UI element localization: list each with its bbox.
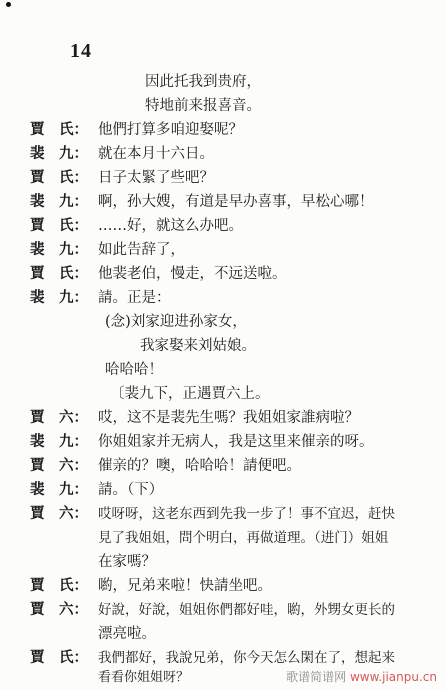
speaker-label: 賈 氏：: [30, 265, 88, 282]
verse-line: (念)刘家迎进孙家女，: [105, 314, 247, 330]
speaker-label: 裴 九：: [30, 241, 88, 258]
dialogue-line: 他裴老伯，慢走，不远送啦。: [98, 266, 287, 282]
speaker-label: 裴 九：: [30, 193, 88, 210]
watermark-text: 歌谱简谱网: [286, 670, 347, 684]
verse-line: 我家娶来刘姑娘。: [140, 338, 256, 354]
speaker-label: 裴 九：: [30, 433, 88, 450]
dialogue-line: 看看你姐姐呀？: [98, 670, 190, 685]
dialogue-line: 哎，这不是裴先生嗎？我姐姐家誰病啦？: [98, 410, 359, 426]
speaker-label: 裴 九：: [30, 289, 88, 306]
verse-line: 因此托我到贵府，: [145, 74, 261, 90]
dialogue-line: 我們都好，我說兄弟，你今天怎么閑在了，想起来: [98, 650, 395, 666]
page-number: 14: [70, 40, 92, 62]
speaker-label: 賈 六：: [30, 505, 88, 522]
dialogue-line: 喲，兄弟来啦！快請坐吧。: [98, 578, 272, 594]
watermark-url: www.jianpu.cn: [349, 670, 437, 684]
dialogue-line: 就在本月十六日。: [98, 146, 214, 162]
dialogue-line: 啊，孙大嫂，有道是早办喜事，早松心哪！: [98, 194, 374, 210]
speaker-label: 賈 六：: [30, 457, 88, 474]
dialogue-line: ……好，就这么办吧。: [98, 218, 243, 234]
watermark: [286, 668, 437, 685]
dialogue-line: 漂亮啦。: [98, 626, 156, 642]
speaker-label: 賈 氏：: [30, 217, 88, 234]
speaker-label: 賈 氏：: [30, 649, 88, 666]
speaker-label: 裴 九：: [30, 145, 88, 162]
speaker-label: 賈 氏：: [30, 121, 88, 138]
corner-dot: [6, 2, 11, 7]
verse-line: 特地前来报喜音。: [145, 98, 261, 114]
speaker-label: 賈 六：: [30, 601, 88, 618]
dialogue-line: 日子太緊了些吧？: [98, 170, 214, 186]
dialogue-line: 見了我姐姐，問个明白，再做道理。（进门）姐姐: [98, 530, 389, 546]
speaker-label: 賈 氏：: [30, 577, 88, 594]
dialogue-line: 請。正是：: [98, 290, 171, 306]
speaker-label: 賈 六：: [30, 409, 88, 426]
dialogue-line: 如此告辞了，: [98, 242, 185, 258]
dialogue-line: 催亲的？噢，哈哈哈！請便吧。: [98, 458, 301, 474]
dialogue-line: 他們打算多咱迎娶呢？: [98, 122, 243, 138]
dialogue-line: 你姐姐家并无病人，我是这里来催亲的呀。: [98, 434, 374, 450]
speaker-label: 賈 氏：: [30, 169, 88, 186]
dialogue-line: 哈哈哈！: [105, 362, 163, 378]
dialogue-line: 請。（下）: [98, 482, 164, 498]
dialogue-line: 在家嗎？: [98, 554, 156, 570]
dialogue-line: 好說，好說，姐姐你們都好哇，喲，外甥女更长的: [98, 602, 395, 618]
dialogue-line: 哎呀呀，这老东西到先我一步了！事不宜迟，赶快: [98, 506, 395, 522]
stage-direction: 〔裴九下，正遇賈六上。: [110, 386, 270, 402]
speaker-label: 裴 九：: [30, 481, 88, 498]
